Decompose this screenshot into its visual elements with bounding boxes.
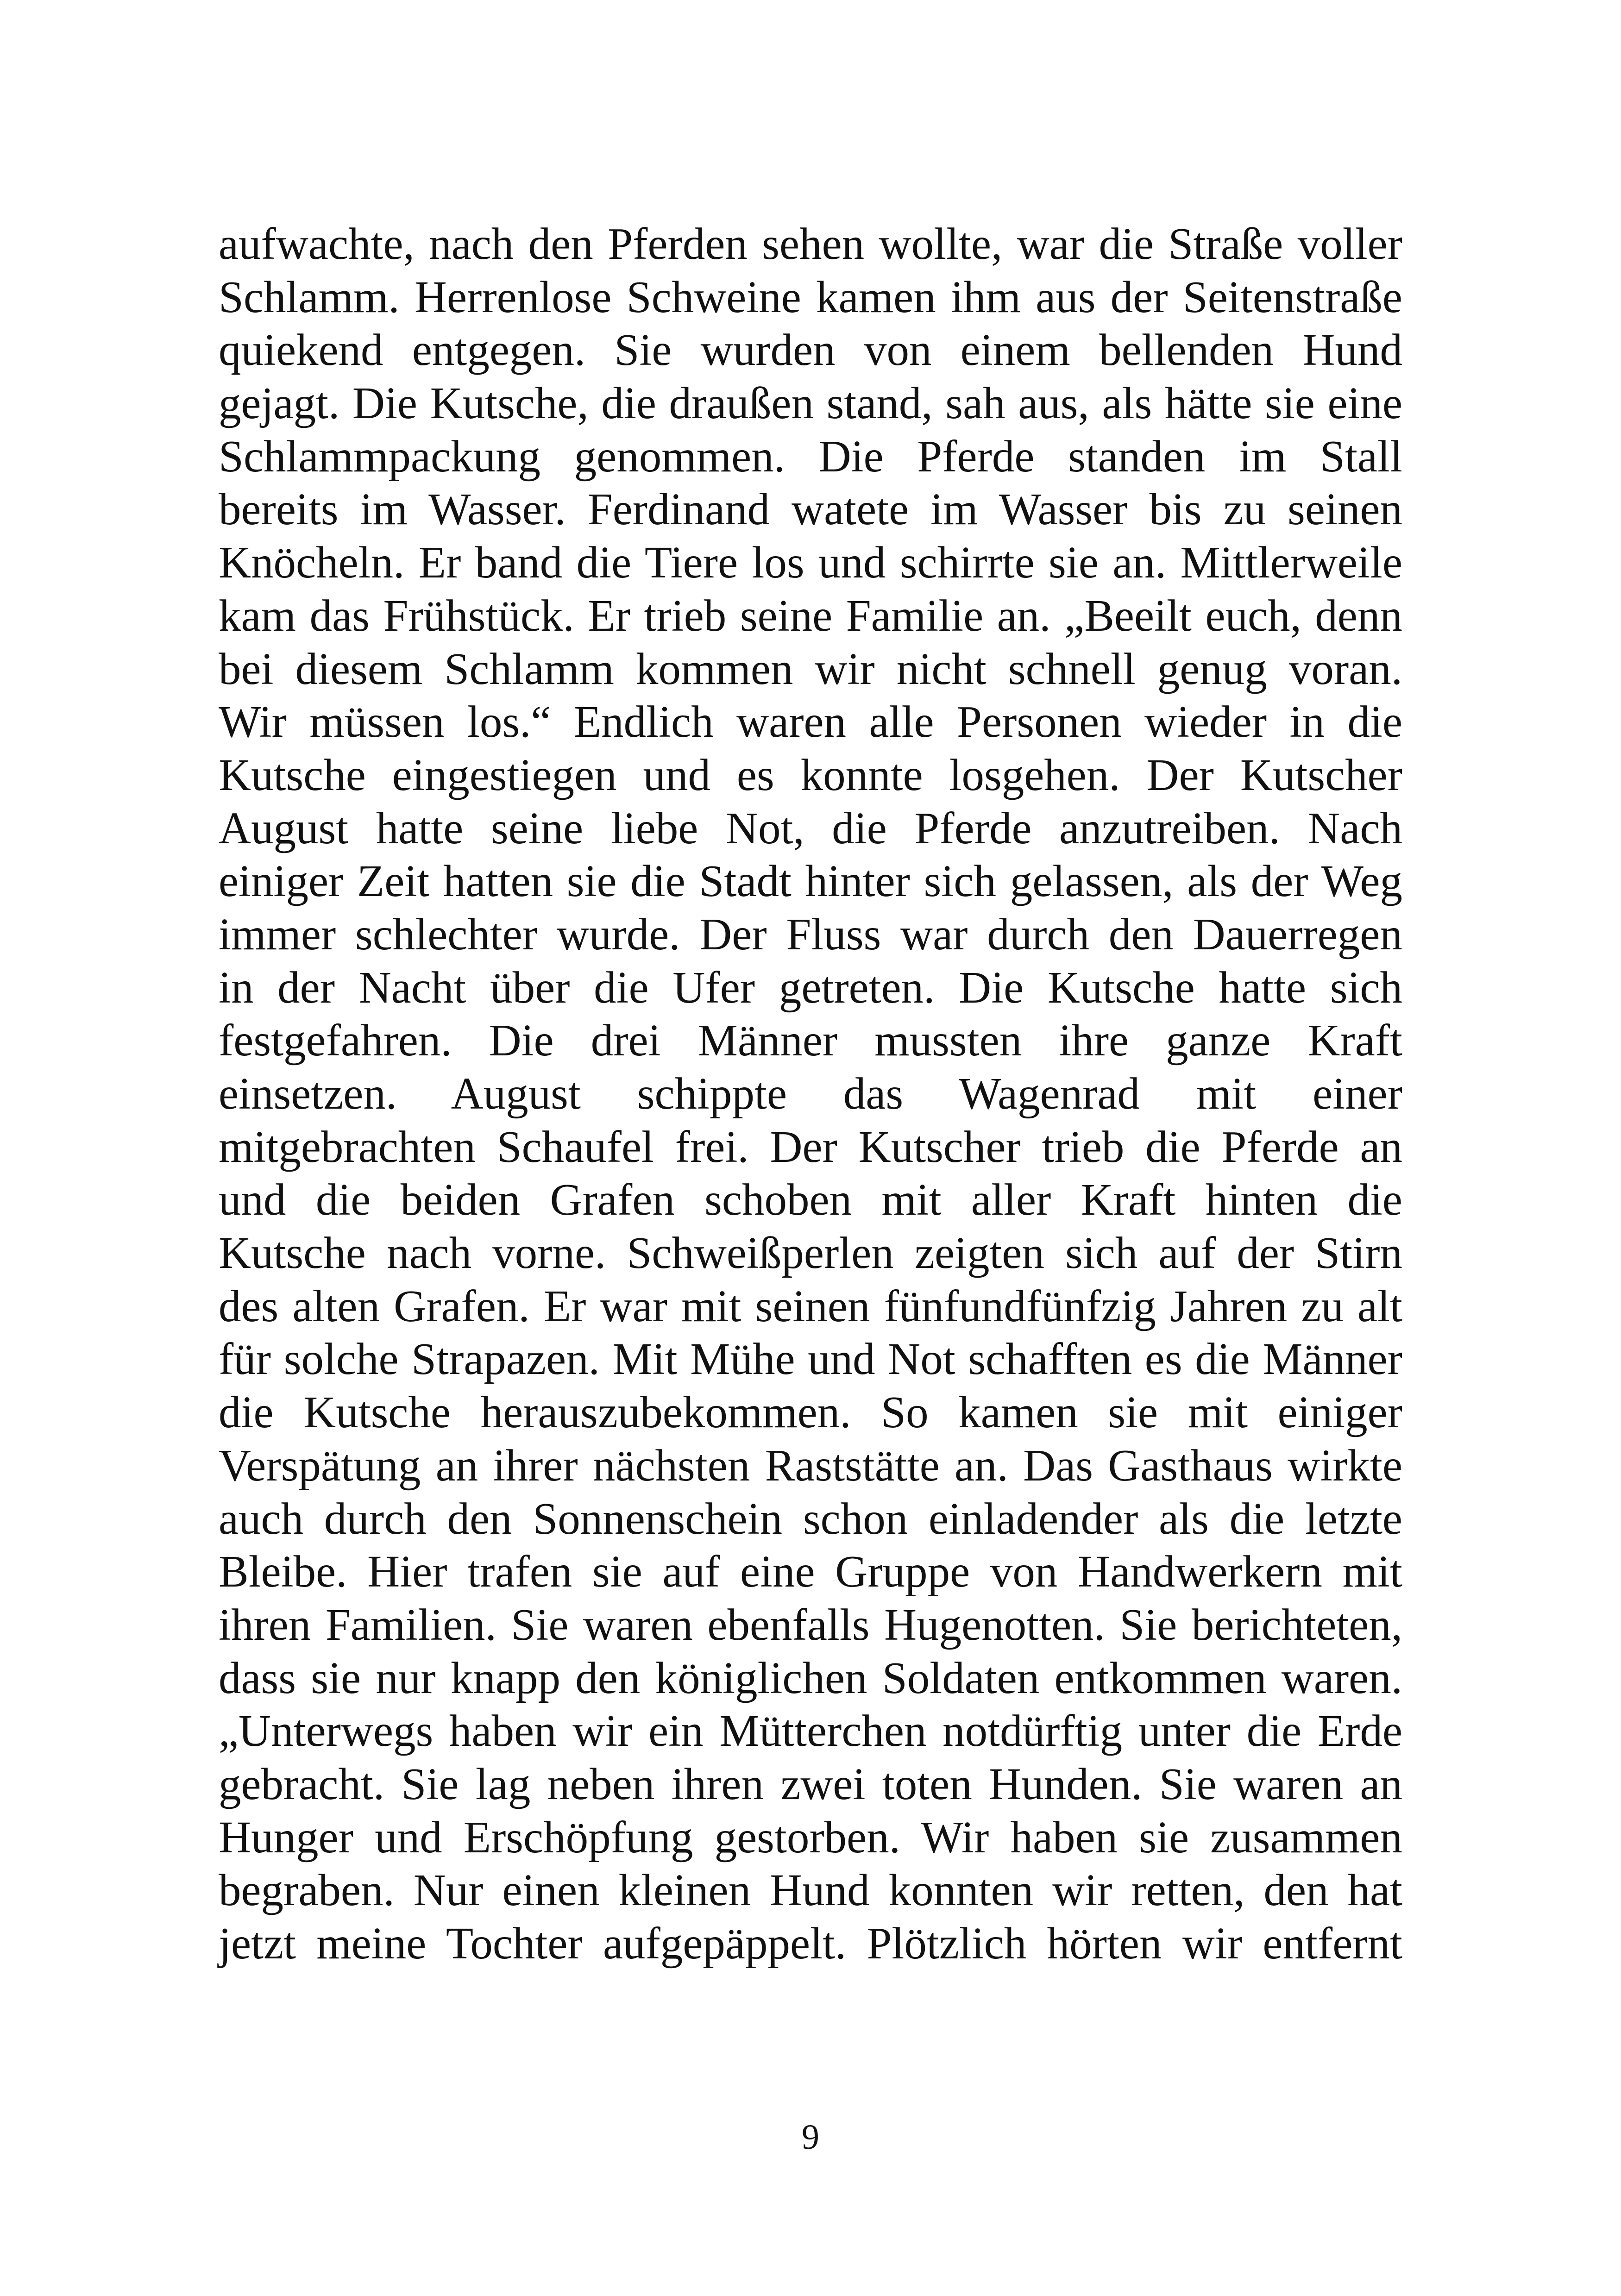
text-line: Wir müssen los.“ Endlich waren alle Personen wieder in die [219, 697, 1402, 747]
text-line: Schlamm. Herrenlose Schweine kamen ihm aus der Seitenstraße [219, 272, 1402, 322]
text-line: „Unterwegs haben wir ein Mütterchen notdürftig unter die Erde [219, 1706, 1402, 1756]
text-line: immer schlechter wurde. Der Fluss war durch den Dauerregen [219, 909, 1402, 959]
text-line: begraben. Nur einen kleinen Hund konnten wir retten, den hat [219, 1865, 1402, 1915]
text-line: bei diesem Schlamm kommen wir nicht schnell genug voran. [219, 644, 1402, 694]
text-line: einsetzen. August schippte das Wagenrad mit einer [219, 1069, 1402, 1118]
text-line: für solche Strapazen. Mit Mühe und Not schafften es die Männer [219, 1334, 1402, 1384]
text-line: Verspätung an ihrer nächsten Raststätte an. Das Gasthaus wirkte [219, 1440, 1402, 1490]
text-line: ihren Familien. Sie waren ebenfalls Hugenotten. Sie berichteten, [219, 1600, 1402, 1650]
text-line: Knöcheln. Er band die Tiere los und schirrte sie an. Mittlerweile [219, 538, 1402, 588]
text-line: gejagt. Die Kutsche, die draußen stand, sah aus, als hätte sie eine [219, 378, 1402, 428]
page-number: 9 [802, 2118, 819, 2157]
text-line: bereits im Wasser. Ferdinand watete im Wasser bis zu seinen [219, 484, 1402, 534]
text-line: Hunger und Erschöpfung gestorben. Wir haben sie zusammen [219, 1812, 1402, 1862]
text-line: festgefahren. Die drei Männer mussten ihre ganze Kraft [219, 1016, 1402, 1066]
text-line: und die beiden Grafen schoben mit aller Kraft hinten die [219, 1175, 1402, 1225]
text-line: mitgebrachten Schaufel frei. Der Kutscher trieb die Pferde an [219, 1122, 1402, 1172]
text-line: Bleibe. Hier trafen sie auf eine Gruppe von Handwerkern mit [219, 1547, 1402, 1597]
text-line: kam das Frühstück. Er trieb seine Familie an. „Beeilt euch, denn [219, 590, 1402, 640]
body-text [219, 218, 1402, 1970]
text-line: die Kutsche herauszubekommen. So kamen sie mit einiger [219, 1387, 1402, 1437]
text-line: August hatte seine liebe Not, die Pferde anzutreiben. Nach [219, 803, 1402, 853]
text-line: Kutsche eingestiegen und es konnte losgehen. Der Kutscher [219, 750, 1402, 800]
text-line: Schlammpackung genommen. Die Pferde standen im Stall [219, 431, 1402, 481]
text-line: auch durch den Sonnenschein schon einladender als die letzte [219, 1493, 1402, 1543]
text-line: dass sie nur knapp den königlichen Soldaten entkommen waren. [219, 1653, 1402, 1703]
text-line: in der Nacht über die Ufer getreten. Die Kutsche hatte sich [219, 962, 1402, 1012]
text-line: gebracht. Sie lag neben ihren zwei toten Hunden. Sie waren an [219, 1759, 1402, 1809]
text-line: aufwachte, nach den Pferden sehen wollte, war die Straße voller [219, 219, 1402, 269]
text-line: Kutsche nach vorne. Schweißperlen zeigten sich auf der Stirn [219, 1228, 1402, 1278]
text-line: des alten Grafen. Er war mit seinen fünfundfünfzig Jahren zu alt [219, 1281, 1402, 1331]
text-line: quiekend entgegen. Sie wurden von einem bellenden Hund [219, 325, 1402, 375]
text-line: einiger Zeit hatten sie die Stadt hinter sich gelassen, als der Weg [219, 856, 1402, 906]
text-line: jetzt meine Tochter aufgepäppelt. Plötzlich hörten wir entfernt [219, 1919, 1402, 1968]
